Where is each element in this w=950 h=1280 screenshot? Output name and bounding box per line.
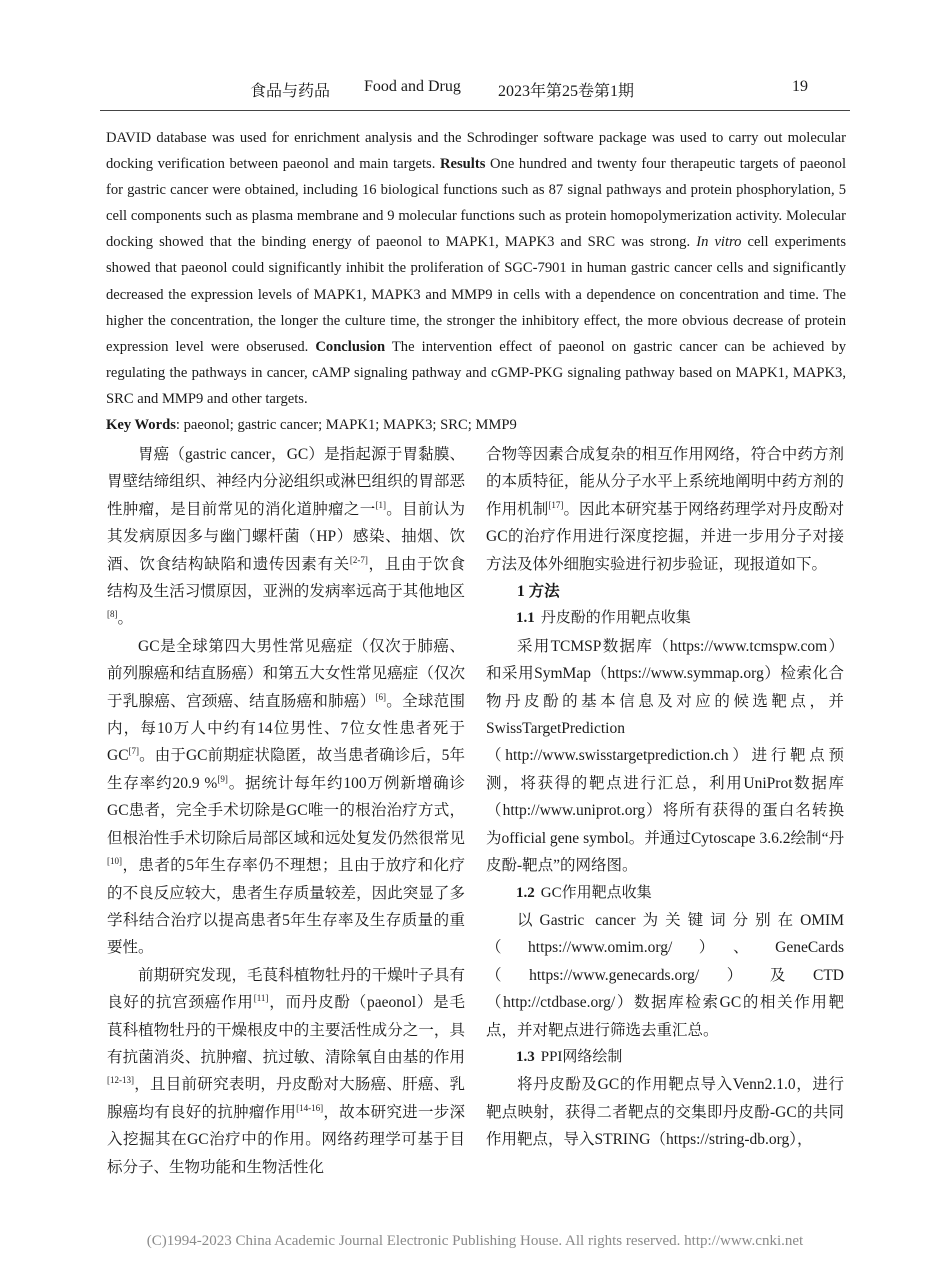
- text: GC是全球第四大男性常见癌症（仅次于肺癌、前列腺癌和结直肠癌）和第五大女性常见癌症（仅次于乳腺癌、宫颈癌、结直肠癌和肺癌）: [107, 637, 465, 710]
- page-number: 19: [792, 78, 808, 95]
- citation: [7]: [128, 746, 140, 757]
- conclusion-label: Conclusion: [315, 338, 386, 355]
- text: 。由于GC前期症状隐匿，故当患者确诊后，5年生存率约20.9 %: [107, 747, 465, 792]
- subsection-heading: [486, 880, 844, 907]
- subsection-number: 1.3: [516, 1048, 535, 1065]
- citation: [12-13]: [107, 1075, 134, 1086]
- subsection-title: 丹皮酚的作用靶点收集: [540, 610, 691, 627]
- text: ，故本研究进一步深入挖掘其在GC治疗中的作用。网络药理学可基于目标分子、生物功能和生物活性化: [107, 1103, 465, 1176]
- citation: [1]: [375, 499, 386, 510]
- citation: [6]: [375, 691, 386, 702]
- citation: [14-16]: [296, 1102, 324, 1113]
- citation: [10]: [107, 856, 122, 867]
- paragraph: 以Gastric cancer为关键词分别在OMIM（https://www.omim.org/）、GeneCards（https://www.genecards.org/）及CTD（http://ctdbase.org/）数据库检索GC的相关作用靶点，并对靶点进行筛选去重汇总。: [486, 911, 844, 1039]
- header-divider: [100, 110, 850, 111]
- text: 。: [117, 610, 134, 628]
- keywords-label: Key Words: [106, 417, 176, 434]
- issue-info: 2023年第25卷第1期: [498, 83, 635, 100]
- right-column: [486, 441, 844, 1154]
- paragraph: 采用TCMSP数据库（https://www.tcmspw.com）和采用SymMap（https://www.symmap.org）检索化合物丹皮酚的基本信息及对应的候选靶点，并SwissTargetPrediction（http://www.swisstargetprediction.ch）进行靶点预测，将获得的靶点进行汇总，利用UniProt数据库（http://www.uniprot.org）将所有获得的蛋白名转换为official gene symbol。并通过Cytoscape 3.6.2绘制“丹皮酚-靶点”的网络图。: [486, 637, 844, 875]
- subsection-heading: [486, 605, 844, 632]
- in-vitro-term: In vitro: [696, 234, 742, 251]
- citation: [8]: [107, 609, 118, 620]
- text: ，患者的5年生存率仍不理想；且由于放疗和化疗的不良反应较大，患者生存质量较差，因此突显了多学科结合治疗以提高患者5年生存率及生存质量的重要性。: [107, 857, 465, 957]
- left-column: [107, 441, 465, 1181]
- abstract-text: DAVID database was used for enrichment analysis and the Schrodinger software package was used to carry out molecular docking verification between paeonol and main targets.: [106, 130, 846, 173]
- abstract-text: The intervention effect of paeonol on gastric cancer can be achieved by regulating the pathways in cancer, cAMP signaling pathway and cGMP-PKG signaling pathway based on MAPK1, MAPK3, SRC and MMP9 and other targets.: [106, 338, 847, 407]
- subsection-heading: [486, 1044, 844, 1071]
- text: 合物等因素合成复杂的相互作用网络，符合中药方剂的本质特征，能从分子水平上系统地阐明中药方剂的作用机制: [486, 446, 844, 518]
- text: 。因此本研究基于网络药理学对丹皮酚对GC的治疗作用进行深度挖掘，并进一步用分子对接方法及体外细胞实验进行初步验证，现报道如下。: [486, 500, 844, 573]
- citation: [2-7]: [349, 554, 368, 565]
- text: 。据统计每年约100万例新增确诊GC患者，完全手术切除是GC唯一的根治治疗方式，但根治性手术切除后局部区域和远处复发仍然很常见: [107, 774, 465, 847]
- text: ，且由于饮食结构及生活习惯原因，亚洲的发病率远高于其他地区: [107, 555, 465, 601]
- text: 胃癌（gastric cancer，GC）是指起源于胃黏膜、胃壁结缔组织、神经内分泌组织或淋巴组织的胃部恶性肿瘤，是目前常见的消化道肿瘤之一: [107, 446, 465, 518]
- paragraph: [107, 962, 465, 1181]
- abstract-body: [106, 125, 846, 412]
- subsection-title: PPI网络绘制: [540, 1048, 623, 1065]
- abstract-text: cell experiments showed that paeonol could significantly inhibit the proliferation of SGC-7901 in human gastric cancer cells and significantly decreased the expression levels of MAPK1, MAPK3 and MMP9 in cells with a dependence on concentration and time. The higher the concentration, the longer the culture time, the stronger the inhibitory effect, the more obvious decrease of protein expression level were obserused.: [106, 234, 846, 355]
- copyright-footer: (C)1994-2023 China Academic Journal Electronic Publishing House. All rights reserved. http://www.cnki.net: [146, 1233, 804, 1249]
- paragraph: [486, 441, 844, 578]
- text: 。目前认为其发病原因多与幽门螺杆菌（HP）感染、抽烟、饮酒、饮食结构缺陷和遗传因素有关: [107, 500, 465, 573]
- keywords-line: [106, 412, 846, 438]
- paragraph: 将丹皮酚及GC的作用靶点导入Venn2.1.0，进行靶点映射，获得二者靶点的交集即丹皮酚-GC的共同作用靶点，导入STRING（https://string-db.org），: [486, 1076, 844, 1149]
- paragraph: [107, 633, 465, 962]
- citation: [9]: [217, 773, 228, 784]
- keywords-list: : paeonol; gastric cancer; MAPK1; MAPK3; SRC; MMP9: [175, 417, 517, 434]
- running-header: [0, 78, 950, 106]
- subsection-number: 1.1: [516, 610, 535, 627]
- text: 。全球范围内，每10万人中约有14位男性、7位女性患者死于GC: [107, 692, 465, 765]
- citation: [17]: [548, 499, 564, 510]
- paragraph: [107, 441, 465, 633]
- subsection-title: GC作用靶点收集: [540, 884, 652, 901]
- section-heading-methods: 1 方法: [517, 583, 560, 601]
- text: 前期研究发现，毛茛科植物牡丹的干燥叶子具有良好的抗宫颈癌作用: [107, 966, 465, 1012]
- journal-name-en: Food and Drug: [364, 78, 461, 95]
- citation: [11]: [253, 993, 269, 1004]
- journal-name-cn: 食品与药品: [250, 83, 331, 100]
- results-label: Results: [439, 156, 486, 173]
- english-abstract: [106, 125, 846, 438]
- abstract-text: One hundred and twenty four therapeutic targets of paeonol for gastric cancer were obtained, including 16 biological functions such as 87 signal pathways and protein phosphorylation, 5 cell components such as plasma membrane and 9 molecular functions such as protein homopolymerization activity. Molecular docking showed that the binding energy of paeonol to MAPK1, MAPK3 and SRC was strong.: [106, 156, 847, 251]
- text: ，且目前研究表明，丹皮酚对大肠癌、肝癌、乳腺癌均有良好的抗肿瘤作用: [107, 1076, 465, 1121]
- subsection-number: 1.2: [516, 884, 535, 901]
- text: ，而丹皮酚（paeonol）是毛茛科植物牡丹的干燥根皮中的主要活性成分之一，具有抗菌消炎、抗肿瘤、抗过敏、清除氧自由基的作用: [107, 994, 465, 1066]
